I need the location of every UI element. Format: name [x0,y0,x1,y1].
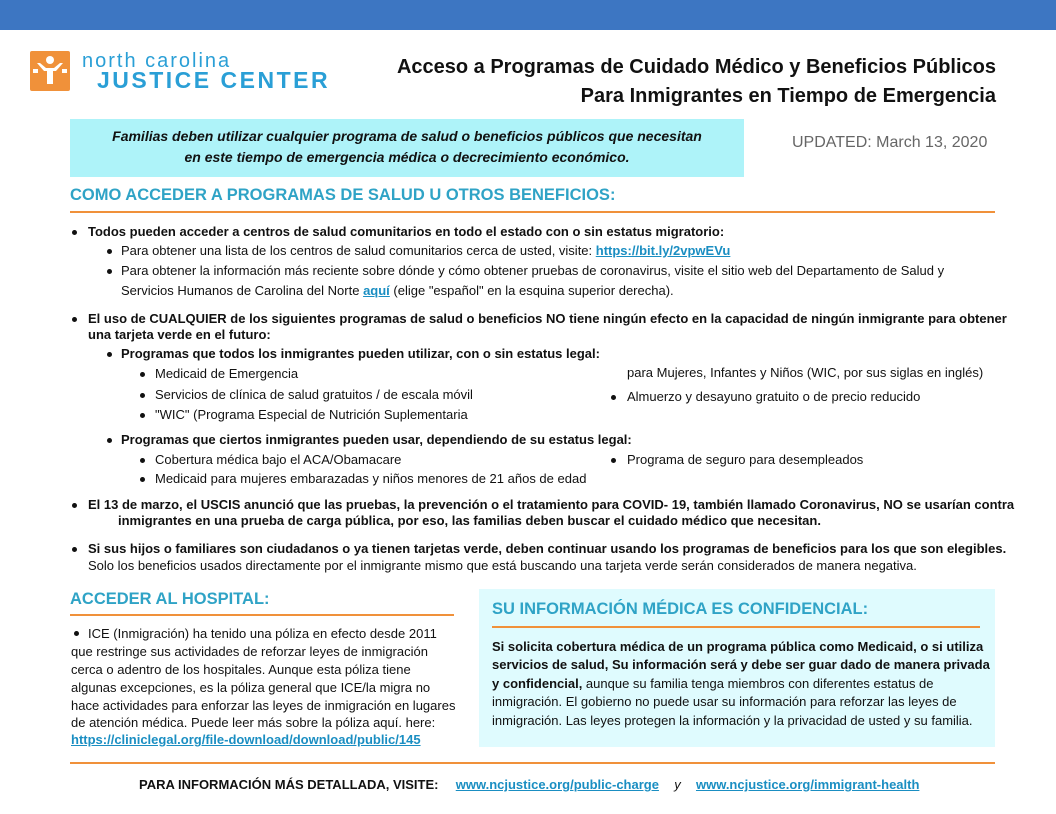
hospital-text-line: de atención médica. Puede leer más sobre la póliza aquí. here: [71,715,436,730]
bullet-citizens-line2: Solo los beneficios usados directamente por el inmigrante mismo que está buscando una tarjeta verde serán considerados de manera negativa. [88,558,917,573]
section-rule [492,626,980,628]
justice-center-logo-icon [30,51,70,91]
bullet-dot [107,249,112,254]
list-item: Medicaid para mujeres embarazadas y niños menores de 21 años de edad [155,471,587,486]
list-item: Servicios de clínica de salud gratuitos / de escala móvil [155,387,473,402]
section-heading-hospital: ACCEDER AL HOSPITAL: [70,590,270,608]
title-line-2: Para Inmigrantes en Tiempo de Emergencia [580,85,996,107]
logo-text-top: north carolina [82,50,232,72]
bullet-coronavirus-tests-line2 [121,281,674,301]
banner-line-1: Familias deben utilizar cualquier programa de salud o beneficios públicos que necesitan [112,128,702,144]
bullet-uscis-line2: inmigrantes en una prueba de carga pública, por eso, las familias deben buscar el cuidado médico que necesitan. [118,513,821,528]
section-rule [70,211,995,213]
bullet-text: Servicios Humanos de Carolina del Norte [121,283,364,298]
hospital-text-line: ICE (Inmigración) ha tenido una póliza en efecto desde 2011 [88,626,437,641]
footer-separator: y [674,777,681,792]
bullet-dot [140,372,145,377]
hospital-text-line: algunas excepciones, es la póliza general que ICE/la migra no [71,680,431,695]
section-rule [70,614,454,616]
confidential-text-line: inmigración. El gobierno no puede usar su información para reforzar las leyes de [492,694,957,709]
bullet-dot [140,413,145,418]
list-item-continued: para Mujeres, Infantes y Niños (WIC, por sus siglas en inglés) [627,365,984,380]
bullet-dot [107,438,112,443]
hospital-text-line: hace actividades para enforzar las leyes de inmigración en lugares [71,698,456,713]
subheading-some-immigrants: Programas que ciertos inmigrantes pueden usar, dependiendo de su estatus legal: [121,432,632,447]
footer [139,775,919,795]
confidential-text-line [492,674,934,694]
bullet-dot [611,458,616,463]
list-item: Medicaid de Emergencia [155,366,299,381]
bitly-link[interactable]: https://bit.ly/2vpwEVu [595,243,731,258]
top-color-bar [0,0,1056,30]
cliniclegal-link[interactable]: https://cliniclegal.org/file-download/download/public/145 [71,732,421,747]
bullet-dot [72,230,77,235]
section-heading-programs: COMO ACCEDER A PROGRAMAS DE SALUD U OTROS BENEFICIOS: [70,186,616,204]
footer-rule [70,762,995,764]
hospital-text-line: que restringe sus actividades de reforzar leyes de inmigración [71,644,428,659]
banner-line-2: en este tiempo de emergencia médica o decrecimiento económico. [184,149,630,165]
section-heading-confidential: SU INFORMACIÓN MÉDICA ES CONFIDENCIAL: [492,600,869,618]
public-charge-link[interactable]: www.ncjustice.org/public-charge [455,777,659,792]
aqui-link[interactable]: aquí [363,283,390,298]
bullet-text: Para obtener una lista de los centros de salud comunitarios cerca de usted, visite: [121,243,596,258]
bullet-dot [107,269,112,274]
bullet-community-centers: Todos pueden acceder a centros de salud comunitarios en todo el estado con o sin estatus migratorio: [88,224,725,239]
bullet-uscis-line1: El 13 de marzo, el USCIS anunció que las pruebas, la prevención o el tratamiento para COVID- 19, también llamado Coronavirus, NO se usarían contra [88,497,1015,512]
plain-text: aunque su familia tenga miembros con diferentes estatus de [582,676,934,691]
bullet-dot [72,503,77,508]
bullet-text: (elige "español" en la esquina superior derecha). [389,283,674,298]
bullet-citizens-line1: Si sus hijos o familiares son ciudadanos o ya tienen tarjetas verde, deben continuar usando los programas de beneficios para los que son elegibles. [88,541,1007,556]
confidential-text-line: inmigración. Las leyes protegen la información y la privacidad de usted y su familia. [492,713,973,728]
bold-text: y confidencial, [492,676,583,691]
logo-text-bottom: JUSTICE CENTER [97,67,331,93]
bullet-dot [611,395,616,400]
confidential-text-line: Si solicita cobertura médica de un programa pública como Medicaid, o si utiliza [492,639,984,654]
title-line-1: Acceso a Programas de Cuidado Médico y Beneficios Públicos [396,56,996,78]
bullet-dot [140,393,145,398]
updated-date: UPDATED: March 13, 2020 [792,134,988,151]
bullet-coronavirus-tests-line1: Para obtener la información más reciente sobre dónde y cómo obtener pruebas de coronavirus, visite el sitio web del Departamento de Salud y [121,263,945,278]
confidential-text-line: servicios de salud, Su información será y debe ser guar dado de manera privada [492,657,990,672]
list-item: Programa de seguro para desempleados [627,452,864,467]
list-item: Almuerzo y desayuno gratuito o de precio reducido [627,389,921,404]
hospital-text-line: cerca o adentro de los hospitales. Aunque esta póliza tiene [71,662,411,677]
bullet-centers-list [121,241,730,261]
bullet-dot [107,352,112,357]
bullet-no-effect-line1: El uso de CUALQUIER de los siguientes programas de salud o beneficios NO tiene ningún efecto en la capacidad de ningún inmigrante para obtener [88,311,1007,326]
intro-banner [70,119,744,177]
list-item: Cobertura médica bajo el ACA/Obamacare [155,452,402,467]
bullet-dot [140,477,145,482]
list-item: "WIC" (Programa Especial de Nutrición Suplementaria [155,407,468,422]
bullet-dot [140,458,145,463]
page-title [397,53,996,111]
immigrant-health-link[interactable]: www.ncjustice.org/immigrant-health [695,777,920,792]
footer-label: PARA INFORMACIÓN MÁS DETALLADA, VISITE: [139,777,439,792]
bullet-dot [72,547,77,552]
bullet-no-effect-line2: una tarjeta verde en el futuro: [88,327,271,342]
bullet-dot [72,317,77,322]
bullet-dot [74,631,79,636]
subheading-all-immigrants: Programas que todos los inmigrantes pueden utilizar, con o sin estatus legal: [121,346,600,361]
